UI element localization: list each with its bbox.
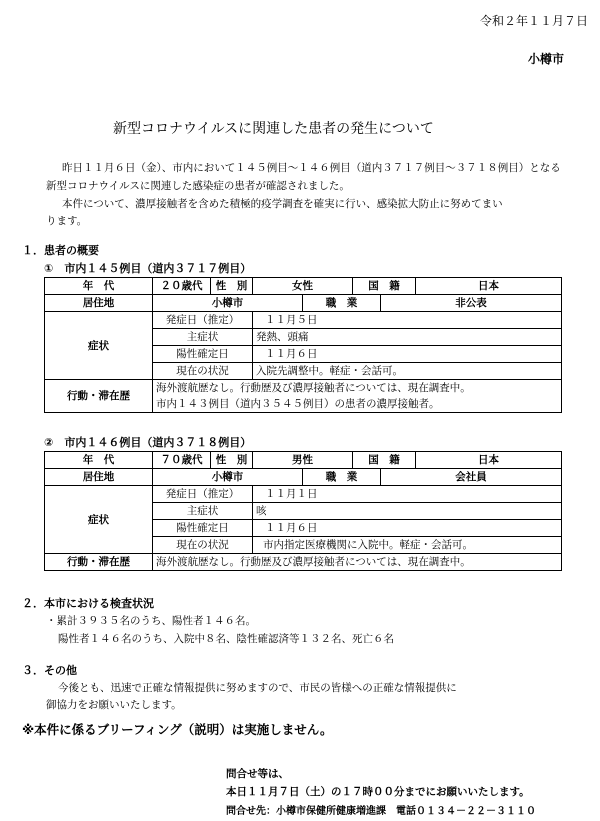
occupation-label: 職 業 xyxy=(303,469,381,486)
residence-label: 居住地 xyxy=(45,295,153,312)
intro-line-3: 本件について、濃厚接触者を含めた積極的疫学調査を確実に行い、感染拡大防止に努めてまい xyxy=(62,198,503,210)
briefing-note: ※本件に係るブリーフィング（説明）は実施しません。 xyxy=(22,722,333,737)
status-value: 入院先調整中。軽症・会話可。 xyxy=(253,363,562,380)
age-value: ２０歳代 xyxy=(153,278,211,295)
sex-value: 女性 xyxy=(253,278,353,295)
symptoms-label: 症状 xyxy=(45,312,153,380)
onset-label: 発症日（推定） xyxy=(153,312,253,329)
residence-value: 小樽市 xyxy=(153,469,303,486)
contact-deadline: 本日１１月７日（土）の１７時００分までにお願いいたします。 xyxy=(226,786,530,798)
sex-value: 男性 xyxy=(253,452,353,469)
age-label: 年 代 xyxy=(45,452,153,469)
main-symptom-label: 主症状 xyxy=(153,329,253,346)
onset-label: 発症日（推定） xyxy=(153,486,253,503)
confirmed-value: １１月６日 xyxy=(253,520,562,537)
table-row xyxy=(45,469,562,486)
main-symptom-label: 主症状 xyxy=(153,503,253,520)
section-2-heading: ２．本市における検査状況 xyxy=(22,597,154,610)
nationality-value: 日本 xyxy=(416,452,562,469)
issuer-name: 小樽市 xyxy=(528,52,565,66)
document-date: 令和２年１１月７日 xyxy=(480,14,589,28)
onset-value: １１月１日 xyxy=(253,486,562,503)
table-row xyxy=(45,452,562,469)
behavior-label: 行動・滞在歴 xyxy=(45,554,153,571)
age-label: 年 代 xyxy=(45,278,153,295)
testing-total: ・累計３９３５名のうち、陽性者１４６名。 xyxy=(46,615,256,627)
contact-intro: 問合せ等は、 xyxy=(226,768,289,780)
intro-line-2: 新型コロナウイルスに関連した感染症の患者が確認されました。 xyxy=(46,180,350,192)
behavior-line-1: 海外渡航歴なし。行動歴及び濃厚接触者については、現在調査中。 xyxy=(153,554,562,571)
confirmed-value: １１月６日 xyxy=(253,346,562,363)
behavior-label: 行動・滞在歴 xyxy=(45,380,153,413)
status-label: 現在の状況 xyxy=(153,537,253,554)
sex-label: 性 別 xyxy=(211,278,253,295)
confirmed-label: 陽性確定日 xyxy=(153,346,253,363)
table-row xyxy=(45,312,562,329)
table-row xyxy=(45,295,562,312)
patient-2-heading: ② 市内１４６例目（道内３７１８例目） xyxy=(44,436,252,449)
nationality-value: 日本 xyxy=(416,278,562,295)
section-1-heading: １．患者の概要 xyxy=(22,244,99,257)
other-line-1: 今後とも、迅速で正確な情報提供に努めますので、市民の皆様への正確な情報提供に xyxy=(58,682,457,694)
occupation-value: 会社員 xyxy=(381,469,562,486)
testing-breakdown: 陽性者１４６名のうち、入院中８名、陰性確認済等１３２名、死亡６名 xyxy=(58,633,394,645)
main-symptom-value: 発熱、頭痛 xyxy=(253,329,562,346)
main-symptom-value: 咳 xyxy=(253,503,562,520)
intro-line-1: 昨日１１月６日（金）、市内において１４５例目～１４６例目（道内３７１７例目～３７１８例目）となる xyxy=(62,162,561,174)
contact-info: 問合せ先：小樽市保健所健康増進課 電話０１３４－２２－３１１０ xyxy=(226,806,536,817)
patient-1-table xyxy=(44,277,562,413)
patient-2-table xyxy=(44,451,562,571)
sex-label: 性 別 xyxy=(211,452,253,469)
table-row xyxy=(45,554,562,571)
occupation-label: 職 業 xyxy=(303,295,381,312)
status-value: 市内指定医療機関に入院中。軽症・会話可。 xyxy=(253,537,562,554)
onset-value: １１月５日 xyxy=(253,312,562,329)
patient-1-heading: ① 市内１４５例目（道内３７１７例目） xyxy=(44,262,252,275)
residence-label: 居住地 xyxy=(45,469,153,486)
age-value: ７０歳代 xyxy=(153,452,211,469)
section-3-heading: ３．その他 xyxy=(22,664,77,677)
symptoms-label: 症状 xyxy=(45,486,153,554)
page-title: 新型コロナウイルスに関連した患者の発生について xyxy=(113,121,434,137)
intro-line-4: ります。 xyxy=(46,215,88,227)
behavior-line-2: 市内１４３例目（道内３５４５例目）の患者の濃厚接触者。 xyxy=(153,396,562,413)
status-label: 現在の状況 xyxy=(153,363,253,380)
residence-value: 小樽市 xyxy=(153,295,303,312)
table-row xyxy=(45,380,562,397)
nationality-label: 国 籍 xyxy=(353,452,416,469)
other-line-2: 御協力をお願いいたします。 xyxy=(46,699,182,711)
occupation-value: 非公表 xyxy=(381,295,562,312)
nationality-label: 国 籍 xyxy=(353,278,416,295)
table-row xyxy=(45,278,562,295)
confirmed-label: 陽性確定日 xyxy=(153,520,253,537)
behavior-line-1: 海外渡航歴なし。行動歴及び濃厚接触者については、現在調査中。 xyxy=(153,380,562,397)
table-row xyxy=(45,486,562,503)
